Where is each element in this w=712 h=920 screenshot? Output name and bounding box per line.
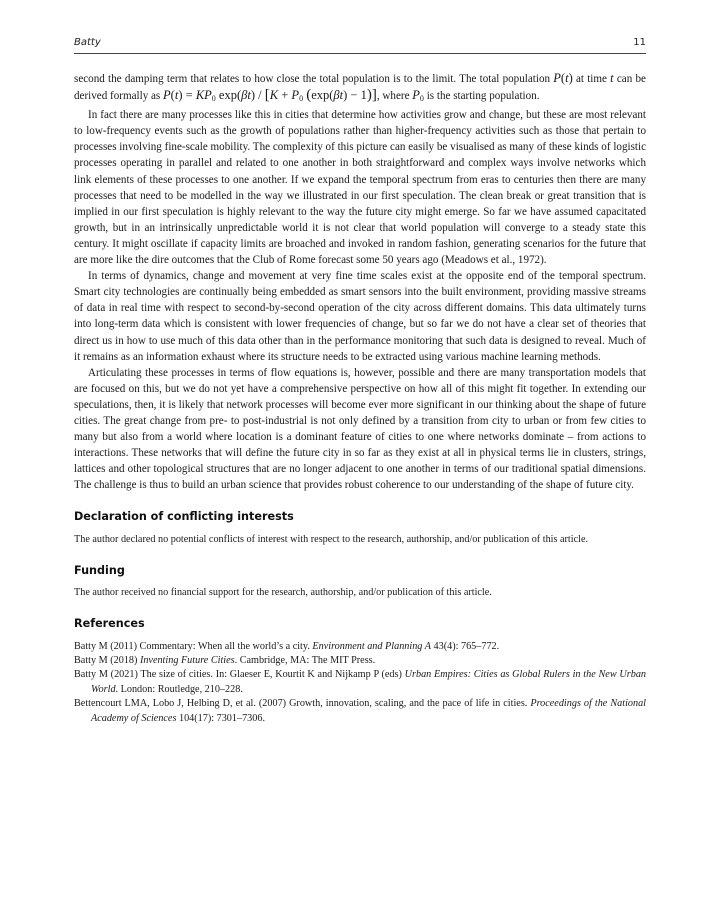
declaration-text: The author declared no potential conflicts of interest with respect to the research, authorship, and/or publication of this article.: [74, 533, 589, 545]
paragraph: In fact there are many processes like this in cities that determine how activities grow and change, but these are most relevant to low-frequency events such as the growth of populations rather than higher-frequency activities such as those that pertain to processes involving fine-scale mobility. The complexity of this picture can easily be visualised as many of these kinds of logistic processes operating in parallel and related to one another in both straightforward and complex ways involve networks which link elements of these processes to one another. If we expand the temporal spectrum from eras to centuries then there are many processes that need to be modelled in the way we illustrated in our first speculation. The clean break or great transition that is implied in our first speculation is highly relevant to the way the future city might emerge. So far we have assumed capacitated growth, but in an intrinsically unpredictable world it is not clear that world population will converge to a steady state this century. It might oscillate if capacity limits are broached and invoked in random fashion, generating scenarios for the future that are more like the dire outcomes that the Club of Rome forecast some 50 years ago (Meadows et al., 1972).: [74, 109, 646, 267]
funding-text: The author received no financial support for the research, authorship, and/or publication of this article.: [74, 587, 492, 599]
reference-item: Batty M (2018) Inventing Future Cities. Cambridge, MA: The MIT Press.: [74, 654, 376, 666]
page-number: 11: [633, 37, 646, 48]
equation-logistic-solution: $P(t) = KP_0$ $\exp(\beta t) / [K + P_0$ (exp(βt) − 1)]: [163, 87, 377, 104]
paragraph-continuation: second the damping term that relates to how close the total population is to the limit. The total population P(t) at time t can be derived formally as $P(t) = KP_0$ $\exp(\beta t) / [K + P_0$ (exp(βt) − 1)], where $P_0$ is the starting population.: [74, 71, 646, 104]
funding-heading: Funding: [74, 563, 125, 577]
equation-population-function: P(t): [553, 71, 573, 85]
paragraph: Articulating these processes in terms of flow equations is, however, possible and there are many transportation models that are focused on this, but we do not yet have a comprehensive perspective on how all of this might fit together. In extending our speculations, then, it is likely that network processes will become ever more significant in our thinking about the shape of future cities. The great change from pre- to post-industrial is not only defined by a transition from city to urban or from few cities to many but also from a world where location is a dominant feature of cities to one where networks dominate – from actions to interactions. These networks that will define the future city in so far as they exist at all in physical terms lie in clusters, strings, lattices and other topological structures that are no longer adjacent to one another in terms of our traditional spatial dimensions. The challenge is thus to build an urban science that provides robust coherence to our understanding of the shape of future city.: [74, 366, 646, 492]
reference-item: Bettencourt LMA, Lobo J, Helbing D, et al. (2007) Growth, innovation, scaling, and the pace of life in cities. Proceedings of the National Academy of Sciences 104(17): 7301–7306.: [74, 698, 647, 724]
reference-item: Batty M (2021) The size of cities. In: Glaeser E, Kourtit K and Nijkamp P (eds) Urban Empires: Cities as Global Rulers in the New Urban World. London: Routledge, 210–228.: [74, 669, 647, 695]
article-body: [74, 70, 646, 726]
reference-item: Batty M (2011) Commentary: When all the world’s a city. Environment and Planning A 43(4): 765–772.: [74, 640, 500, 652]
page-header: [74, 37, 646, 53]
header-rule: [74, 53, 646, 54]
declaration-heading: Declaration of conflicting interests: [74, 510, 294, 524]
running-head: Batty: [74, 37, 101, 48]
reference-list: [74, 640, 646, 726]
variable-t: t: [610, 71, 614, 85]
paragraph: In terms of dynamics, change and movement at very fine time scales exist at the opposite end of the temporal spectrum. Smart city technologies are continually being embedded as smart sensors into the built environment, providing massive streams of data in real time with respect to second-by-second operation of the city across different domains. This data ultimately turns into long-term data which is consistent with lower frequencies of change, but so far we do not have a clear set of theories that direct us in how to use much of this data other than in the performance monitoring that such data is designed to reveal. Much of it remains as an information exhaust where its structure needs to be extracted using various machine learning methods.: [74, 270, 646, 363]
references-heading: References: [74, 617, 145, 631]
variable-p0: $P_0$: [412, 88, 424, 104]
